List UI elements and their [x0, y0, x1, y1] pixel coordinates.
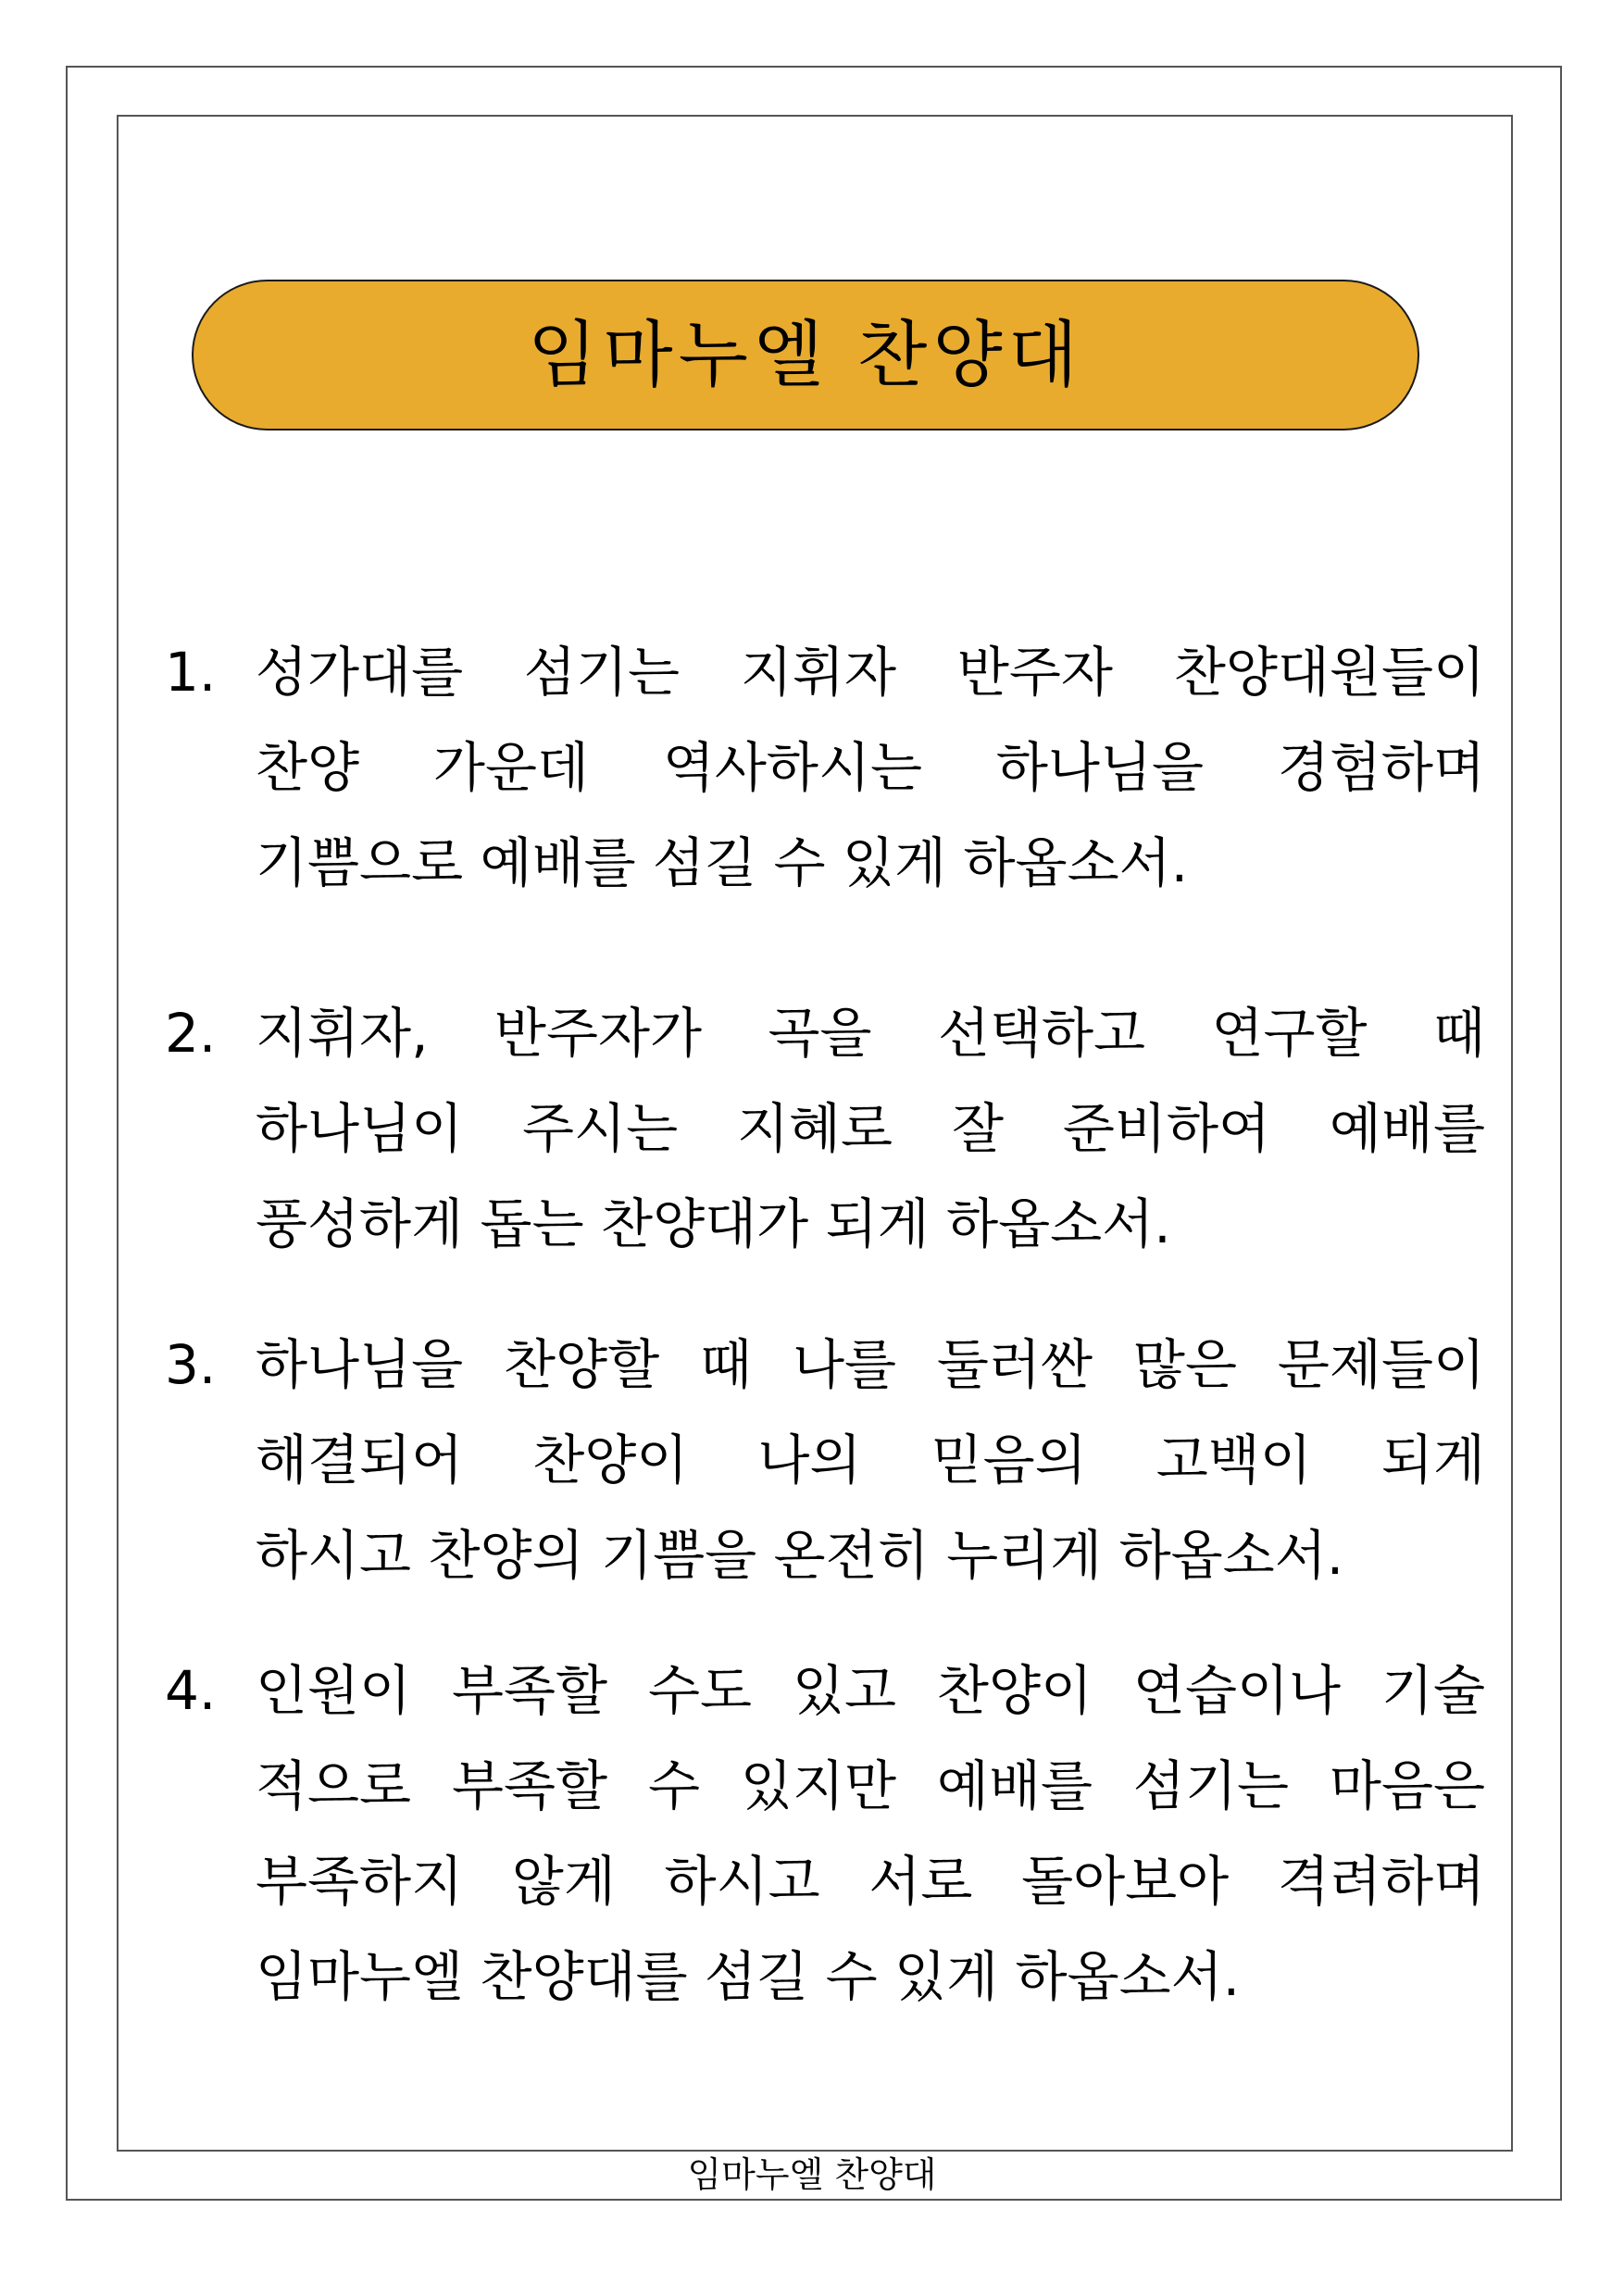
prayer-line: 부족하지 않게 하시고 서로 돌아보아 격려하며 [256, 1850, 1485, 1913]
prayer-number: 3. [165, 1333, 217, 1396]
prayer-item [157, 1643, 1491, 2025]
prayer-body [256, 1317, 1485, 1603]
prayer-line: 지휘자, 반주자가 곡을 선택하고 연구할 때 [256, 1002, 1485, 1065]
page-title: 임마누엘 찬양대 [527, 313, 1084, 397]
prayer-number: 2. [165, 1002, 217, 1065]
prayer-line: 하나님이 주시는 지혜로 잘 준비하여 예배를 [256, 1097, 1485, 1160]
prayer-item [157, 986, 1491, 1272]
prayer-item [157, 1317, 1491, 1603]
prayer-line: 적으로 부족할 수 있지만 예배를 섬기는 마음은 [256, 1754, 1485, 1817]
page-footer: 임마누엘 찬양대 [687, 2154, 937, 2195]
prayer-line: 성가대를 섬기는 지휘자 반주자 찬양대원들이 [256, 641, 1485, 704]
prayer-line: 인원이 부족할 수도 있고 찬양이 연습이나 기술 [256, 1659, 1485, 1722]
prayer-line: 하나님을 찬양할 때 나를 둘러싼 많은 문제들이 [256, 1333, 1485, 1396]
title-banner [192, 280, 1419, 430]
prayer-line: 해결되어 찬양이 나의 믿음의 고백이 되게 [256, 1429, 1485, 1491]
prayer-item [157, 625, 1491, 911]
prayer-line: 풍성하게 돕는 찬양대가 되게 하옵소서. [256, 1192, 1171, 1255]
prayer-line: 기쁨으로 예배를 섬길 수 있게 하옵소서. [256, 831, 1189, 894]
prayer-number: 4. [165, 1659, 217, 1722]
prayer-line: 찬양 가운데 역사하시는 하나님을 경험하며 [256, 736, 1485, 799]
prayer-body [256, 1643, 1485, 2025]
prayer-line: 임마누엘 찬양대를 섬길 수 있게 하옵소서. [256, 1945, 1241, 2008]
prayer-body [256, 986, 1485, 1272]
prayer-body [256, 625, 1485, 911]
prayer-number: 1. [165, 641, 217, 704]
prayer-line: 하시고 찬양의 기쁨을 온전히 누리게 하옵소서. [256, 1524, 1344, 1587]
